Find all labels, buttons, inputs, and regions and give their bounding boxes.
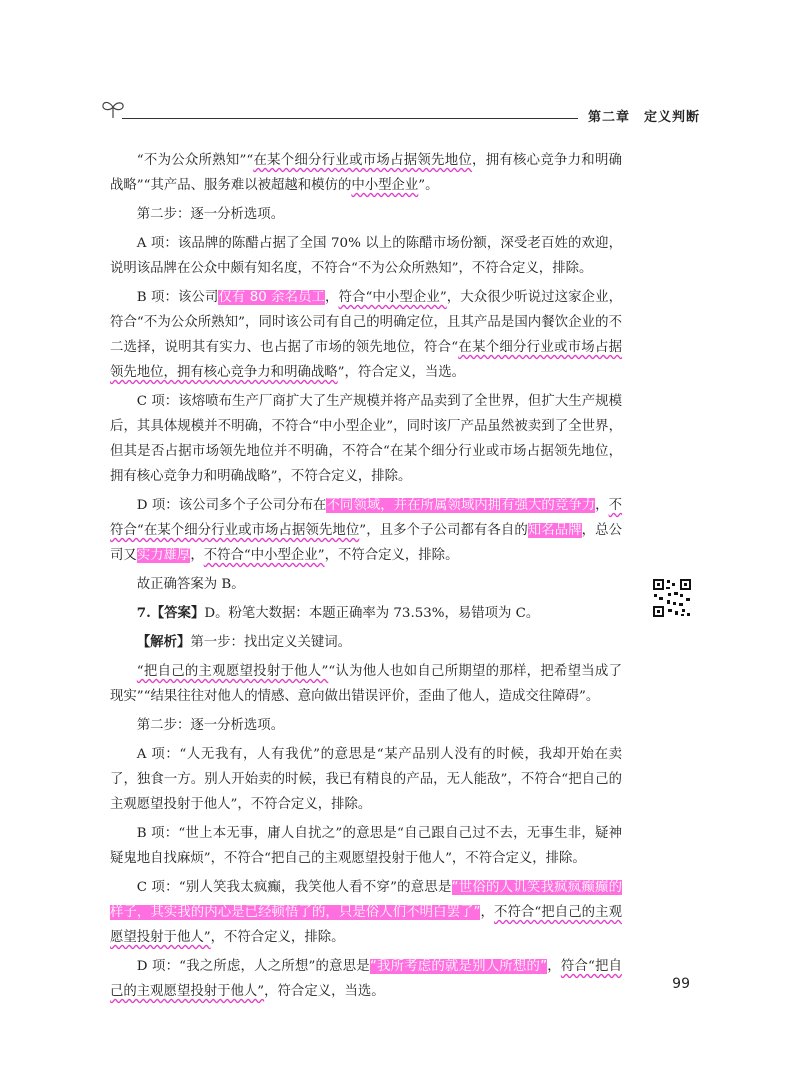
paragraph-step2-7: 第二步：逐一分析选项。 xyxy=(136,718,285,733)
qr-code-icon[interactable] xyxy=(652,578,692,618)
header-rule xyxy=(122,118,578,119)
paragraph-definition: “不为公众所熟知”“在某个细分行业或市场占据领先地位，拥有核心竞争力和明确战略”“其产品、服务难以被超越和模仿的中小型企业”。 xyxy=(110,153,623,193)
paragraph-option-a: A 项：该品牌的陈醋占据了全国 70% 以上的陈醋市场份额，深受老百姓的欢迎，说明该品牌在公众中颇有知名度，不符合“不为公众所熟知”，不符合定义，排除。 xyxy=(110,236,622,276)
chapter-label: 第二章 xyxy=(587,110,630,125)
section-label: 定义判断 xyxy=(643,110,700,125)
highlight: 知名品牌 xyxy=(527,523,582,538)
page-content xyxy=(110,148,622,1008)
paragraph-option-a-7: A 项：“人无我有，人有我优”的意思是“某产品别人没有的时候，我却开始在卖了，独食一方。别人开始卖的时候，我已有精良的产品，无人能敌”，不符合“把自己的主观愿望投射于他人”，不符合定义，排除。 xyxy=(110,747,622,812)
paragraph-option-d-7: D 项：“我之所虑，人之所想”的意思是“我所考虑的就是别人所想的”，符合“把自己的主观愿望投射于他人”，符合定义，当选。 xyxy=(110,959,623,999)
highlight: 实力雄厚 xyxy=(136,548,191,563)
paragraph-option-b-7: B 项：“世上本无事，庸人自扰之”的意思是“自己跟自己过不去，无事生非，疑神疑鬼地自找麻烦”，不符合“把自己的主观愿望投射于他人”，不符合定义，排除。 xyxy=(110,826,622,866)
paragraph-option-b: B 项：该公司仅有 80 余名员工，符合“中小型企业”，大众很少听说过这家企业，符合“不为公众所熟知”，同时该公司有自己的明确定位，且其产品是国内餐饮企业的不二选择，说明其有实力、也占据了市场的领先地位，符合“在某个细分行业或市场占据领先地位，拥有核心竞争力和明确战略”，符合定义，当选。 xyxy=(110,290,622,380)
paragraph-answer-6: 故正确答案为 B。 xyxy=(136,577,245,592)
page-header xyxy=(100,96,700,130)
highlight: “世俗的人讥笑我疯疯癫癫的样子，其实我的内心是已经顿悟了的，只是俗人们不明白罢了” xyxy=(110,880,622,920)
highlight: 不同领域，并在所属领域内拥有强大的竞争力 xyxy=(326,498,596,513)
paragraph-analysis: 【解析】第一步：找出定义关键词。 xyxy=(136,634,352,650)
paragraph-option-c-7: C 项：“别人笑我太疯癫，我笑他人看不穿”的意思是“世俗的人讥笑我疯疯癫癫的样子，其实我的内心是已经顿悟了的，只是俗人们不明白罢了”，不符合“把自己的主观愿望投射于他人”，不符合定义，排除。 xyxy=(110,880,622,945)
paragraph-option-d: D 项：该公司多个子公司分布在不同领域，并在所属领域内拥有强大的竞争力，不符合“在某个细分行业或市场占据领先地位”，且多个子公司都有各自的知名品牌，总公司又实力雄厚，不符合“中小型企业”，不符合定义，排除。 xyxy=(110,498,622,563)
highlight: “我所考虑的就是别人所想的” xyxy=(369,959,548,974)
paragraph-step2: 第二步：逐一分析选项。 xyxy=(136,207,285,222)
highlight: 仅有 80 余名员工 xyxy=(218,290,326,305)
paragraph-definition-7: “把自己的主观愿望投射于他人”“认为他人也如自己所期望的那样，把希望当成了现实”“结果往往对他人的情感、意向做出错误评价，歪曲了他人，造成交往障碍”。 xyxy=(110,664,622,704)
leaf-icon xyxy=(100,98,126,120)
page-number: 99 xyxy=(672,976,690,992)
chapter-title xyxy=(574,106,700,125)
paragraph-option-c: C 项：该熔喷布生产厂商扩大了生产规模并将产品卖到了全世界，但扩大生产规模后，其具体规模并不明确，不符合“中小型企业”，同时该厂产品虽然被卖到了全世界，但其是否占据市场领先地位并不明确，不符合“在某个细分行业或市场占据领先地位，拥有核心竞争力和明确战略”，不符合定义，排除。 xyxy=(110,394,622,484)
paragraph-answer-7: 7.【答案】D。粉笔大数据：本题正确率为 73.53%，易错项为 C。 xyxy=(136,605,540,621)
